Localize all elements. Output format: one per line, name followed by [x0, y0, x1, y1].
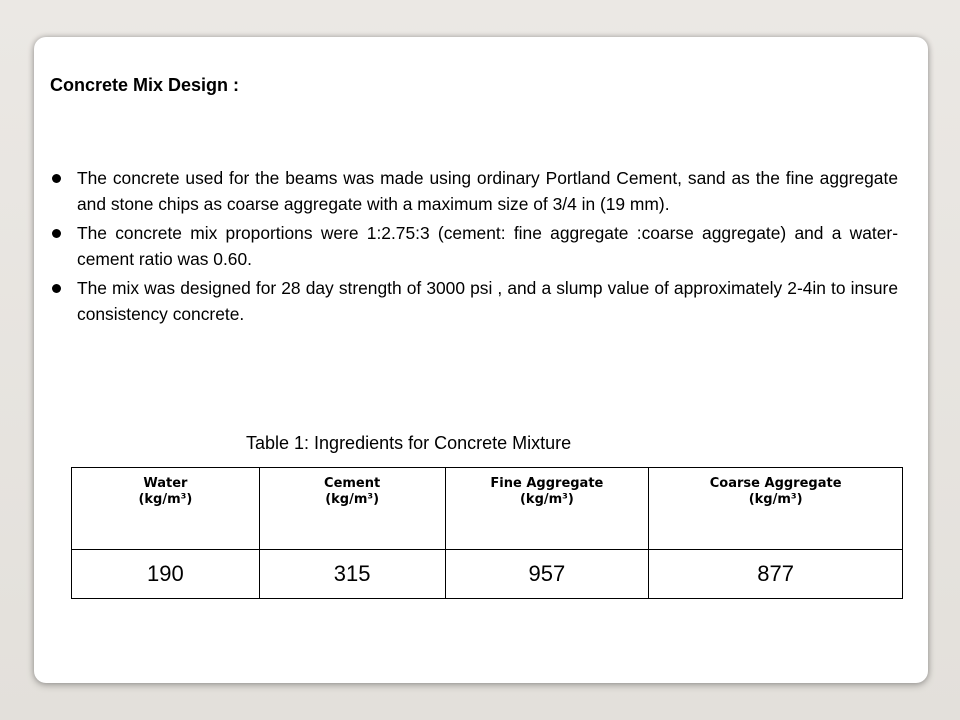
- table-header-row: [72, 468, 903, 550]
- table-row: [72, 550, 903, 599]
- bullet-dot-icon: [52, 284, 61, 293]
- bullet-item-1: [50, 165, 898, 217]
- bullet-text: The concrete mix proportions were 1:2.75:3 (cement: fine aggregate :coarse aggregate) and a water-cement ratio was 0.60.: [77, 223, 898, 269]
- cell-coarse-aggregate: 877: [649, 550, 903, 599]
- cell-fine-aggregate: 957: [445, 550, 649, 599]
- header-coarse-aggregate: [649, 468, 903, 550]
- header-name: Fine Aggregate: [490, 476, 604, 491]
- header-unit: (kg/m³): [748, 492, 803, 507]
- header-name: Cement: [324, 476, 381, 491]
- header-unit: (kg/m³): [325, 492, 380, 507]
- bullet-list: [50, 165, 898, 330]
- bullet-dot-icon: [52, 174, 61, 183]
- bullet-text: The mix was designed for 28 day strength of 3000 psi , and a slump value of approximately 2-4in to insure consistency concrete.: [77, 278, 898, 324]
- header-unit: (kg/m³): [519, 492, 574, 507]
- slide: [34, 37, 928, 683]
- table-caption: Table 1: Ingredients for Concrete Mixture: [246, 433, 572, 453]
- slide-heading: Concrete Mix Design :: [50, 75, 240, 95]
- header-water: [72, 468, 260, 550]
- bullet-text: The concrete used for the beams was made using ordinary Portland Cement, sand as the fine aggregate and stone chips as coarse aggregate with a maximum size of 3/4 in (19 mm).: [77, 168, 898, 214]
- ingredients-table: [71, 467, 903, 599]
- cell-cement: 315: [259, 550, 445, 599]
- header-cement: [259, 468, 445, 550]
- header-unit: (kg/m³): [138, 492, 193, 507]
- cell-water: 190: [72, 550, 260, 599]
- bullet-dot-icon: [52, 229, 61, 238]
- header-name: Water: [143, 476, 188, 491]
- header-name: Coarse Aggregate: [709, 476, 842, 491]
- bullet-item-3: [50, 275, 898, 327]
- header-fine-aggregate: [445, 468, 649, 550]
- bullet-item-2: [50, 220, 898, 272]
